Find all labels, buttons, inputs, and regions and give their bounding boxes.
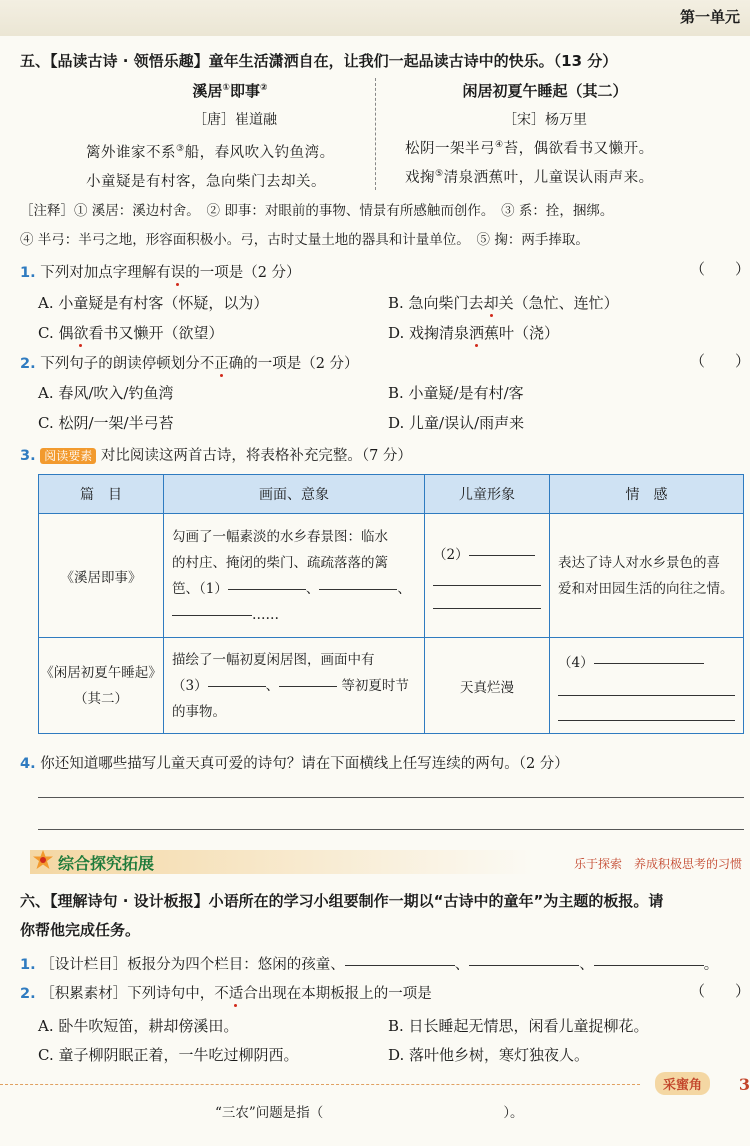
- column-blank-1[interactable]: [345, 964, 455, 966]
- reading-element-tag: 阅读要素: [40, 448, 96, 464]
- column-blank-2[interactable]: [469, 964, 579, 966]
- q6-sub2-option-b[interactable]: B. 日长睡起无情思，闲看儿童捉柳花。: [388, 1017, 649, 1035]
- poem2-author: ［宋］杨万里: [503, 112, 587, 128]
- unit-label: 第一单元: [679, 8, 740, 26]
- table-row: [39, 638, 744, 734]
- q6-title-line1: 六、【理解诗句 · 设计板报】小语所在的学习小组要制作一期以“古诗中的童年”为主题的板报。请: [20, 892, 664, 910]
- blank-4b[interactable]: [558, 671, 735, 696]
- q5-sub2-option-c[interactable]: C. 松阴/一架/半弓苔: [38, 414, 174, 432]
- q6-sub2-answer-paren[interactable]: （ ）: [690, 982, 750, 1000]
- answer-line-1[interactable]: [38, 797, 744, 798]
- page-number: 3: [738, 1075, 750, 1094]
- blank-4c[interactable]: [558, 696, 735, 721]
- q6-sub2-stem: 2. ［积累素材］下列诗句中，不适合出现在本期板报上的一项是: [20, 986, 432, 1002]
- comparison-table: [38, 474, 744, 734]
- poem1-line2: 小童疑是有村客，急向柴门去却关。: [86, 174, 326, 190]
- section-title: 综合探究拓展: [58, 854, 155, 873]
- blank-1c[interactable]: [172, 614, 252, 616]
- row1-title: 《溪居即事》: [39, 514, 164, 638]
- q5-sub4-stem: 4. 你还知道哪些描写儿童天真可爱的诗句？请在下面横线上任写连续的两句。（2 分）: [20, 756, 569, 772]
- top-band: [0, 0, 750, 36]
- q6-sub2-option-a[interactable]: A. 卧牛吹短笛，耕却傍溪田。: [38, 1017, 239, 1035]
- answer-line-2[interactable]: [38, 829, 744, 830]
- star-burst-icon: [32, 849, 54, 871]
- column-blank-3[interactable]: [594, 964, 704, 966]
- q5-sub2-answer-paren[interactable]: （ ）: [690, 352, 750, 370]
- row1-scene: 勾画了一幅素淡的水乡春景图：临水 的村庄、掩闭的柴门、疏疏落落的篱 笆、（1） 、 、 ……: [164, 514, 425, 638]
- poem2-title: 闲居初夏午睡起（其二）: [462, 82, 628, 100]
- q5-sub1-answer-paren[interactable]: （ ）: [690, 260, 750, 278]
- poem1-author: ［唐］崔道融: [193, 112, 277, 128]
- poem1-title: 溪居①即事②: [192, 82, 268, 100]
- q5-sub2-option-d[interactable]: D. 儿童/误认/雨声来: [388, 414, 525, 432]
- blank-2a[interactable]: [469, 554, 535, 556]
- blank-3a[interactable]: [208, 685, 266, 687]
- row2-child: 天真烂漫: [425, 638, 550, 734]
- q6-title-line2: 你帮他完成任务。: [20, 921, 141, 939]
- q5-sub1-option-d[interactable]: D. 戏掬清泉洒蕉叶（浇）: [388, 324, 560, 342]
- q5-title: 五、【品读古诗 · 领悟乐趣】童年生活潇洒自在，让我们一起品读古诗中的快乐。（13 分）: [20, 52, 618, 70]
- q5-sub3-stem: 3. 阅读要素 对比阅读这两首古诗，将表格补充完整。（7 分）: [20, 448, 412, 464]
- q5-sub1-option-c[interactable]: C. 偶欲看书又懒开（欲望）: [38, 324, 224, 342]
- poem2-line1: 松阴一架半弓④苔，偶欲看书又懒开。: [405, 140, 654, 157]
- poem2-line2: 戏掬⑤清泉洒蕉叶，儿童误认雨声来。: [405, 169, 654, 186]
- q6-sub2-option-d[interactable]: D. 落叶他乡树，寒灯独夜人。: [388, 1046, 590, 1064]
- q6-sub2-option-c[interactable]: C. 童子柳阴眠正着，一牛吃过柳阴西。: [38, 1046, 299, 1064]
- poem-divider: [375, 78, 376, 190]
- blank-4a[interactable]: [594, 662, 704, 664]
- poem1-line1: 篱外谁家不系③船，春风吹入钓鱼湾。: [86, 144, 335, 161]
- table-header-scene: 画面、意象: [164, 475, 425, 514]
- table-header-title: 篇 目: [39, 475, 164, 514]
- blank-2c[interactable]: [433, 586, 541, 609]
- q5-sub1-stem: 1. 下列对加点字理解有误的一项是（2 分）: [20, 265, 301, 281]
- row1-child: （2）: [425, 514, 550, 638]
- blank-1b[interactable]: [319, 588, 397, 590]
- section-slogan: 乐于探索 养成积极思考的习惯: [573, 857, 742, 871]
- table-header-emotion: 情 感: [550, 475, 744, 514]
- q5-sub1-option-a[interactable]: A. 小童疑是有村客（怀疑，以为）: [38, 294, 269, 312]
- blank-3b[interactable]: [279, 685, 337, 687]
- row2-emotion: （4）: [550, 638, 744, 734]
- blank-1a[interactable]: [228, 588, 306, 590]
- row2-title: 《闲居初夏午睡起》 （其二）: [39, 638, 164, 734]
- notes-line-2: ④ 半弓：半弓之地，形容面积极小。弓，古时丈量土地的器具和计量单位。 ⑤ 掬：两手捧取。: [20, 232, 589, 248]
- blank-2b[interactable]: [433, 563, 541, 586]
- q6-sub1-stem: 1. ［设计栏目］板报分为四个栏目：悠闲的孩童、 、 、 。: [20, 957, 719, 973]
- table-header-child: 儿童形象: [425, 475, 550, 514]
- q5-sub2-option-b[interactable]: B. 小童疑/是有村/客: [388, 384, 524, 402]
- row2-scene: 描绘了一幅初夏闲居图，画面中有 （3） 、 等初夏时节 的事物。: [164, 638, 425, 734]
- honey-corner-tag: 采蜜角: [655, 1072, 710, 1095]
- q5-sub1-option-b[interactable]: B. 急向柴门去却关（急忙、连忙）: [388, 294, 619, 312]
- row1-emotion: 表达了诗人对水乡景色的喜 爱和对田园生活的向往之情。: [550, 514, 744, 638]
- footer-question: “三农”问题是指（ ）。: [215, 1105, 524, 1121]
- notes-line-1: ［注释］① 溪居：溪边村舍。 ② 即事：对眼前的事物、情景有所感触而创作。 ③ 系：拴，捆绑。: [20, 203, 614, 219]
- q5-sub2-stem: 2. 下列句子的朗读停顿划分不正确的一项是（2 分）: [20, 356, 359, 372]
- q5-sub2-option-a[interactable]: A. 春风/吹入/钓鱼湾: [38, 384, 174, 402]
- footer-divider: [0, 1084, 640, 1085]
- table-row: [39, 514, 744, 638]
